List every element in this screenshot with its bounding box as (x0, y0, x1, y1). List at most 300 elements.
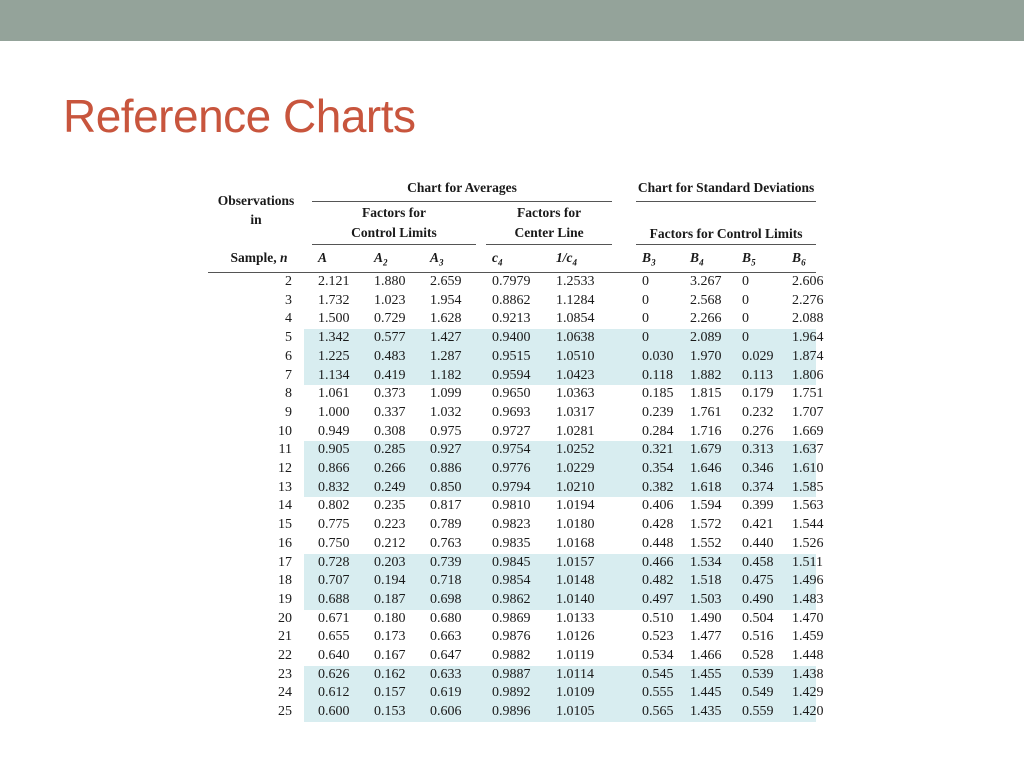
factor-cell: 0.458 (736, 554, 786, 573)
factor-cell: 0 (742, 292, 750, 308)
sample-size-cell: 25 (278, 704, 292, 720)
factor-cell: 1.806 (786, 367, 816, 386)
factor-cell: 0.490 (736, 591, 786, 610)
factor-cell: 1.0229 (550, 460, 612, 479)
factor-cell: 0.9776 (486, 460, 550, 479)
factor-cell: 0.406 (642, 498, 674, 514)
factor-cell: 0.905 (312, 441, 368, 460)
col-base: 1/c (556, 249, 573, 265)
spacer-cell (304, 684, 312, 703)
factor-cell: 1.0510 (550, 348, 612, 367)
factor-cell: 0.030 (636, 348, 684, 367)
factor-cell: 0.284 (642, 423, 674, 439)
spacer-cell (304, 273, 312, 292)
sample-size-cell: 20 (278, 610, 292, 626)
factor-cell: 1.751 (792, 386, 824, 402)
control-line2: Control Limits (351, 225, 437, 240)
col-sub: 6 (801, 257, 806, 268)
factor-cell: 0.600 (312, 703, 368, 722)
factor-cell: 1.134 (312, 367, 368, 386)
table-row (208, 329, 816, 348)
factor-cell: 0.179 (742, 386, 774, 402)
factor-cell: 0.9882 (492, 648, 531, 664)
factor-cell: 0.9896 (486, 703, 550, 722)
spacer-cell (304, 647, 312, 666)
factor-cell: 0.113 (736, 367, 786, 386)
factor-cell: 0.321 (636, 441, 684, 460)
factor-cell: 0.276 (742, 423, 774, 439)
factor-cell: 0.626 (312, 666, 368, 685)
control-line1: Factors for (361, 205, 427, 220)
sample-size-cell: 23 (278, 666, 292, 682)
col-sub: 2 (383, 257, 388, 268)
factor-cell: 1.099 (430, 386, 462, 402)
center-line-factors-header (486, 202, 612, 245)
sample-size-cell: 8 (285, 386, 292, 402)
factor-cell: 1.427 (424, 329, 476, 348)
factor-cell: 1.563 (792, 498, 824, 514)
factor-cell: 1.882 (684, 367, 736, 386)
spacer-cell (304, 497, 312, 516)
table-row (208, 460, 816, 479)
table-row (208, 535, 816, 554)
table-row (208, 497, 816, 516)
sample-size-cell: 2 (285, 274, 292, 289)
factor-cell: 0.9213 (492, 311, 531, 327)
factor-cell: 0.421 (742, 517, 774, 533)
factor-cell: 1.585 (786, 479, 816, 498)
factor-cell: 2.088 (792, 311, 824, 327)
factor-cell: 1.0126 (556, 629, 595, 645)
factor-cell: 0.313 (736, 441, 786, 460)
sample-size-cell: 22 (278, 648, 292, 664)
table-row (208, 647, 816, 666)
col-base: B (792, 249, 802, 265)
spacer-cell (612, 385, 636, 404)
factor-cell: 1.435 (684, 703, 736, 722)
factor-cell: 0.9400 (486, 329, 550, 348)
chart-averages-header: Chart for Averages (312, 175, 612, 202)
spacer-cell (476, 535, 486, 554)
col-base: c (492, 249, 498, 265)
factor-cell: 1.964 (786, 329, 816, 348)
factor-cell: 1.0114 (550, 666, 612, 685)
factor-cell: 1.970 (684, 348, 736, 367)
factor-cell: 0.373 (374, 386, 406, 402)
chart-std-devs-header: Chart for Standard Deviations (636, 175, 816, 202)
table-row (208, 367, 816, 386)
factor-cell: 0.545 (636, 666, 684, 685)
spacer-cell (476, 628, 486, 647)
factor-cell: 0.337 (374, 404, 406, 420)
spacer-cell (304, 610, 312, 629)
factor-cell: 1.732 (318, 292, 350, 308)
factor-cell: 1.610 (786, 460, 816, 479)
factor-cell: 0.504 (742, 610, 774, 626)
spacer-cell (612, 703, 636, 722)
factor-cell: 0.419 (368, 367, 424, 386)
spacer-cell (476, 591, 486, 610)
factor-cell: 1.954 (430, 292, 462, 308)
factor-cell: 0.475 (736, 572, 786, 591)
factor-cell: 0.399 (742, 498, 774, 514)
factor-cell: 0.346 (736, 460, 786, 479)
col-base: A (374, 249, 384, 265)
factor-cell: 0.850 (424, 479, 476, 498)
factor-cell: 0.285 (368, 441, 424, 460)
factor-cell: 0.354 (636, 460, 684, 479)
factor-cell: 0.9823 (492, 517, 531, 533)
factor-cell: 0.185 (642, 386, 674, 402)
factor-cell: 0.802 (318, 498, 350, 514)
spacer-cell (612, 628, 636, 647)
factor-cell: 2.568 (690, 292, 722, 308)
col-header-B3 (636, 245, 684, 273)
col-header-A3 (424, 245, 476, 273)
factor-cell: 1.815 (690, 386, 722, 402)
factor-cell: 0.565 (636, 703, 684, 722)
factor-cell: 1.874 (786, 348, 816, 367)
factor-cell: 0.655 (318, 629, 350, 645)
col-header-B4 (684, 245, 736, 273)
spacer-cell (304, 348, 312, 367)
sample-size-header (208, 245, 304, 273)
table-row (208, 292, 816, 311)
factor-cell: 1.0317 (556, 404, 595, 420)
factor-cell: 1.0133 (556, 610, 595, 626)
factor-cell: 0.118 (636, 367, 684, 386)
factor-cell: 1.483 (786, 591, 816, 610)
std-control-limits-header: Factors for Control Limits (636, 202, 816, 245)
factor-cell: 0.173 (374, 629, 406, 645)
spacer-cell (612, 310, 636, 329)
factor-cell: 1.0119 (556, 648, 594, 664)
factor-cell: 1.490 (690, 610, 722, 626)
factor-cell: 2.276 (792, 292, 824, 308)
factor-cell: 0.9754 (486, 441, 550, 460)
table-row (208, 273, 816, 292)
factor-cell: 1.459 (792, 629, 824, 645)
factor-cell: 0.466 (636, 554, 684, 573)
factor-cell: 0.775 (318, 517, 350, 533)
factor-cell: 0.382 (636, 479, 684, 498)
table-row (208, 441, 816, 460)
col-base: B (742, 249, 752, 265)
factor-cell: 1.500 (318, 311, 350, 327)
factor-cell: 1.0252 (550, 441, 612, 460)
col-sub: 4 (498, 257, 503, 268)
factor-cell: 1.618 (684, 479, 736, 498)
spacer-cell (476, 441, 486, 460)
factor-cell: 0.927 (424, 441, 476, 460)
spacer-cell (476, 554, 486, 573)
factor-cell: 0.707 (312, 572, 368, 591)
factor-cell: 1.438 (786, 666, 816, 685)
spacer-cell (476, 310, 486, 329)
spacer-cell (476, 703, 486, 722)
factor-cell: 1.646 (684, 460, 736, 479)
spacer-cell (476, 329, 486, 348)
spacer-cell (612, 460, 636, 479)
factor-cell: 0.949 (318, 423, 350, 439)
factor-cell: 1.420 (786, 703, 816, 722)
col-sub: 4 (699, 257, 704, 268)
factor-cell: 1.466 (690, 648, 722, 664)
spacer-cell (476, 460, 486, 479)
factor-cell: 0.212 (374, 535, 406, 551)
spacer-cell (476, 385, 486, 404)
spacer-cell (612, 554, 636, 573)
table-row (208, 572, 816, 591)
factor-cell: 0.619 (424, 684, 476, 703)
spacer-cell (304, 628, 312, 647)
factor-cell: 1.707 (792, 404, 824, 420)
factor-cell: 0.482 (636, 572, 684, 591)
factor-cell: 1.716 (690, 423, 722, 439)
spacer-cell (304, 572, 312, 591)
table-row (208, 404, 816, 423)
spacer-cell (476, 684, 486, 703)
col-sub: 5 (751, 257, 756, 268)
sample-size-cell: 11 (278, 442, 292, 458)
factor-cell: 0.162 (368, 666, 424, 685)
spacer-cell (304, 703, 312, 722)
sample-size-cell: 10 (278, 423, 292, 439)
sample-size-cell: 16 (278, 535, 292, 551)
factor-cell: 1.0157 (550, 554, 612, 573)
spacer-cell (476, 404, 486, 423)
factor-cell: 0.9594 (486, 367, 550, 386)
col-sub: 3 (651, 257, 656, 268)
factor-cell: 0.9887 (486, 666, 550, 685)
factor-cell: 0.194 (368, 572, 424, 591)
spacer-cell (612, 647, 636, 666)
factor-cell: 0.555 (636, 684, 684, 703)
spacer-cell (304, 423, 312, 442)
spacer-cell (612, 591, 636, 610)
sample-size-cell: 7 (285, 367, 292, 383)
factor-cell: 0.750 (318, 535, 350, 551)
factor-cell: 0.428 (642, 517, 674, 533)
factor-cell: 1.0363 (556, 386, 595, 402)
factor-cell: 0.9876 (492, 629, 531, 645)
factor-cell: 1.518 (684, 572, 736, 591)
table-row (208, 610, 816, 629)
sample-size-cell: 19 (278, 591, 292, 607)
sample-size-cell: 21 (278, 629, 292, 645)
factor-cell: 0.180 (374, 610, 406, 626)
sample-size-cell: 15 (278, 517, 292, 533)
table-row (208, 479, 816, 498)
factor-cell: 0.153 (368, 703, 424, 722)
spacer-cell (304, 554, 312, 573)
factor-cell: 1.534 (684, 554, 736, 573)
table-row (208, 348, 816, 367)
factor-cell: 0.157 (368, 684, 424, 703)
spacer-cell (304, 535, 312, 554)
spacer-cell (612, 610, 636, 629)
factor-cell: 1.594 (690, 498, 722, 514)
factor-cell: 0.9892 (486, 684, 550, 703)
observations-line2: in (250, 211, 262, 227)
spacer-cell (476, 497, 486, 516)
factor-cell: 0.9810 (492, 498, 531, 514)
factor-cell: 0.606 (424, 703, 476, 722)
sample-size-cell: 12 (278, 461, 292, 477)
table-row (208, 666, 816, 685)
factor-cell: 1.1284 (556, 292, 595, 308)
table-body (208, 273, 824, 722)
spacer-cell (476, 479, 486, 498)
spacer-cell (612, 348, 636, 367)
factor-cell: 2.266 (690, 311, 722, 327)
factor-cell: 0.647 (430, 648, 462, 664)
spacer-cell (304, 329, 312, 348)
factor-cell: 0.698 (424, 591, 476, 610)
factor-cell: 0.640 (318, 648, 350, 664)
factor-cell: 0.249 (368, 479, 424, 498)
sample-size-cell: 4 (285, 311, 292, 327)
factor-cell: 3.267 (690, 274, 722, 289)
spacer-cell (304, 460, 312, 479)
factor-cell: 0.9727 (492, 423, 531, 439)
factor-cell: 1.496 (786, 572, 816, 591)
factor-cell: 0.729 (374, 311, 406, 327)
top-accent-band (0, 0, 1024, 41)
spacer-cell (612, 292, 636, 311)
table-row (208, 516, 816, 535)
factor-cell: 1.761 (690, 404, 722, 420)
col-base: B (690, 249, 700, 265)
factor-cell: 0.223 (374, 517, 406, 533)
factor-cell: 0.497 (636, 591, 684, 610)
factor-cell: 0 (642, 311, 650, 327)
factor-cell: 0.975 (430, 423, 462, 439)
factor-cell: 1.0180 (556, 517, 595, 533)
sample-var: n (280, 250, 288, 266)
factor-cell: 0.8862 (492, 292, 531, 308)
factor-cell: 0.680 (430, 610, 462, 626)
spacer-cell (612, 666, 636, 685)
factor-cell: 0 (642, 292, 650, 308)
center-line1: Factors for (516, 205, 582, 220)
factor-cell: 0.866 (312, 460, 368, 479)
spacer-cell (612, 441, 636, 460)
sample-label: Sample, (230, 250, 280, 266)
col-header-A (312, 245, 368, 273)
factor-cell: 0.886 (424, 460, 476, 479)
factor-cell: 2.606 (792, 274, 824, 289)
factor-cell: 1.511 (786, 554, 816, 573)
table-row (208, 554, 816, 573)
factor-cell: 0.9794 (486, 479, 550, 498)
spacer-cell (612, 423, 636, 442)
factor-cell: 0.9854 (486, 572, 550, 591)
spacer-cell (304, 385, 312, 404)
factor-cell: 2.659 (430, 274, 462, 289)
observations-line1: Observations (217, 192, 295, 208)
col-header-B5 (736, 245, 786, 273)
factor-cell: 0.534 (642, 648, 674, 664)
factor-cell: 1.0140 (550, 591, 612, 610)
factor-cell: 1.669 (792, 423, 824, 439)
factor-cell: 0 (742, 311, 750, 327)
factor-cell: 0.539 (736, 666, 786, 685)
factor-cell: 0.549 (736, 684, 786, 703)
factor-cell: 0.9650 (492, 386, 531, 402)
factor-cell: 0.9835 (492, 535, 531, 551)
spacer-cell (304, 666, 312, 685)
spacer-cell (476, 647, 486, 666)
factor-cell: 0 (736, 329, 786, 348)
factor-cell: 0.516 (742, 629, 774, 645)
spacer-cell (476, 273, 486, 292)
factor-cell: 1.0638 (550, 329, 612, 348)
factor-cell: 1.2533 (556, 274, 595, 289)
col-header-A2 (368, 245, 424, 273)
col-sub: 3 (439, 257, 444, 268)
factor-cell: 0.483 (368, 348, 424, 367)
spacer-cell (304, 479, 312, 498)
factor-cell: 2.121 (318, 274, 350, 289)
factor-cell: 0.728 (312, 554, 368, 573)
spacer-cell (612, 273, 636, 292)
spacer-cell (304, 591, 312, 610)
factor-cell: 0.187 (368, 591, 424, 610)
factor-cell: 1.470 (792, 610, 824, 626)
factor-cell: 1.544 (792, 517, 824, 533)
factor-cell: 0.308 (374, 423, 406, 439)
factor-cell: 1.0148 (550, 572, 612, 591)
spacer-cell (612, 516, 636, 535)
factor-cell: 0.203 (368, 554, 424, 573)
sample-size-cell: 14 (278, 498, 292, 514)
factor-cell: 1.182 (424, 367, 476, 386)
factor-cell: 1.0281 (556, 423, 595, 439)
factor-cell: 1.429 (786, 684, 816, 703)
factor-cell: 1.448 (792, 648, 824, 664)
factor-cell: 1.503 (684, 591, 736, 610)
factor-cell: 1.000 (318, 404, 350, 420)
control-chart-factors-table (208, 175, 824, 727)
sample-size-cell: 17 (278, 554, 292, 570)
factor-cell: 0 (636, 329, 684, 348)
table-row (208, 591, 816, 610)
factor-cell: 1.0194 (556, 498, 595, 514)
factor-cell: 0.789 (430, 517, 462, 533)
spacer-cell (612, 497, 636, 516)
spacer-cell (304, 367, 312, 386)
spacer-cell (304, 516, 312, 535)
col-header-B6 (786, 245, 816, 273)
factor-cell: 1.637 (786, 441, 816, 460)
factor-cell: 0.559 (736, 703, 786, 722)
factor-cell: 1.0168 (556, 535, 595, 551)
factor-cell: 1.526 (792, 535, 824, 551)
factor-cell: 1.032 (430, 404, 462, 420)
factor-cell: 0.232 (742, 404, 774, 420)
sample-size-cell: 3 (285, 292, 292, 308)
observations-header (208, 175, 304, 245)
spacer-cell (476, 348, 486, 367)
spacer-cell (304, 310, 312, 329)
factor-cell: 1.880 (374, 274, 406, 289)
factor-cell: 0.239 (642, 404, 674, 420)
factor-cell: 0.374 (736, 479, 786, 498)
spacer-cell (476, 666, 486, 685)
factor-cell: 0.633 (424, 666, 476, 685)
factor-cell: 1.225 (312, 348, 368, 367)
